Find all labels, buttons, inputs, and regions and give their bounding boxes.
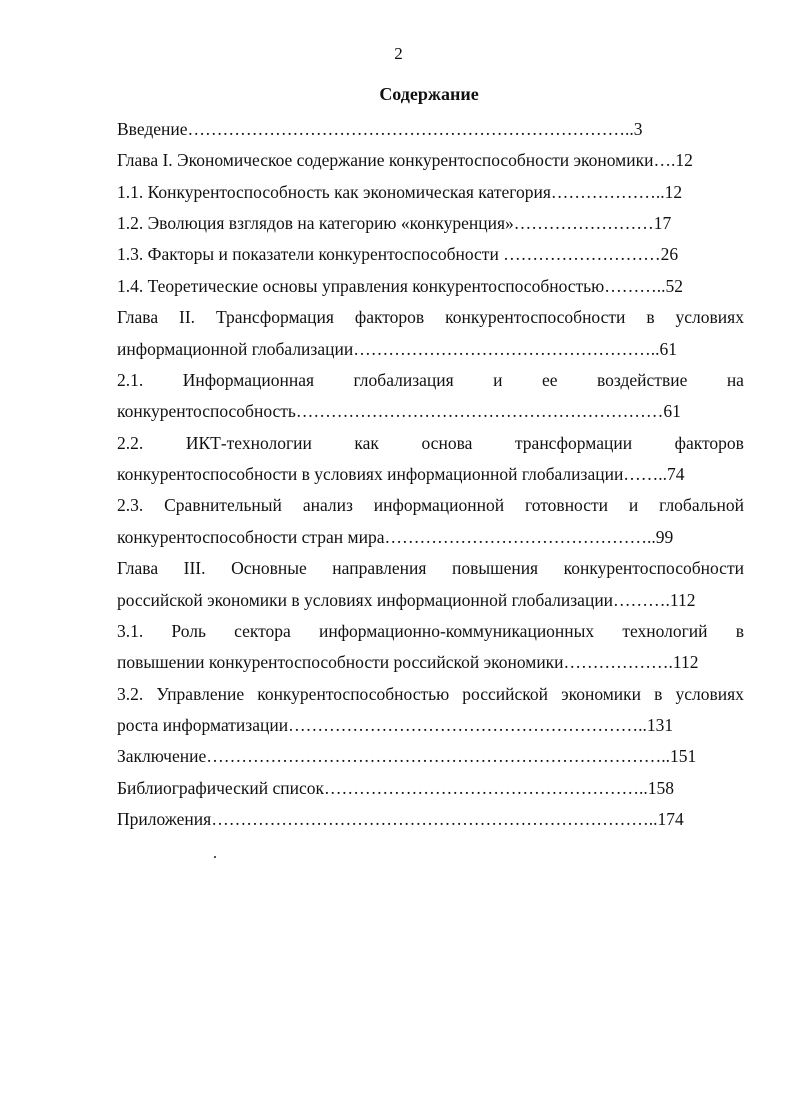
word: российской (462, 684, 548, 704)
word: информационно-коммуникационных (318, 621, 595, 641)
toc-entry-3-1-line1 (117, 619, 744, 643)
word: Управление (156, 684, 245, 704)
word: III. (183, 558, 206, 578)
word: ИКТ-технологии (185, 433, 312, 453)
word: основа (421, 433, 473, 453)
toc-entry-chapter-3-line2: российской экономики в условиях информационной глобализации……….112 (117, 590, 696, 610)
toc-entry-1-4: 1.4. Теоретические основы управления конкурентоспособностью………..52 (117, 276, 683, 296)
word: 2.1. (117, 370, 144, 390)
word: II. (179, 307, 196, 327)
toc-entry-1-3: 1.3. Факторы и показатели конкурентоспособности ………………………26 (117, 244, 679, 264)
word: в (735, 621, 744, 641)
toc-entry-2-3-line1 (117, 493, 744, 517)
word: Глава (117, 558, 159, 578)
toc-entry-chapter-2-line2: информационной глобализации……………………………………………..61 (117, 339, 677, 359)
word: в (654, 684, 663, 704)
word: воздействие (597, 370, 688, 390)
toc-entry-chapter-2-line1 (117, 305, 744, 329)
toc-entry-bibliography: Библиографический список………………………………………………..158 (117, 778, 675, 798)
word: Основные (231, 558, 307, 578)
word: факторов (674, 433, 744, 453)
word: экономики (561, 684, 642, 704)
word: в (646, 307, 655, 327)
page-title: Содержание (379, 84, 479, 104)
word: готовности (525, 495, 609, 515)
word: сектора (234, 621, 291, 641)
word: повышения (451, 558, 539, 578)
word: 2.3. (117, 495, 144, 515)
word: направления (332, 558, 427, 578)
toc-entry-appendices: Приложения…………………………………………………………………..174 (117, 809, 684, 829)
word: условиях (675, 307, 744, 327)
toc-entry-2-2-line1 (117, 431, 744, 455)
word: Глава (117, 307, 159, 327)
word: 3.2. (117, 684, 144, 704)
word: конкурентоспособности (563, 558, 744, 578)
word: условиях (675, 684, 744, 704)
toc-entry-2-3-line2: конкурентоспособности стран мира………………………………………..99 (117, 527, 674, 547)
toc-entry-conclusion: Заключение……………………………………………………………………..151 (117, 746, 697, 766)
word: Сравнительный (164, 495, 282, 515)
word: как (354, 433, 379, 453)
word: информационной (373, 495, 505, 515)
word: и (493, 370, 503, 390)
toc-entry-3-2-line1 (117, 682, 744, 706)
toc-entry-3-2-line2: роста информатизации……………………………………………………..131 (117, 715, 674, 735)
toc-entry-2-1-line2: конкурентоспособность………………………………………………………61 (117, 401, 681, 421)
word: и (628, 495, 639, 515)
word: факторов (354, 307, 425, 327)
word: ее (541, 370, 558, 390)
toc-entry-3-1-line2: повышении конкурентоспособности российской экономики……………….112 (117, 652, 699, 672)
toc-entry-2-2-line2: конкурентоспособности в условиях информационной глобализации……..74 (117, 464, 685, 484)
toc-entry-1-2: 1.2. Эволюция взглядов на категорию «конкуренция»……………………17 (117, 213, 672, 233)
toc-entry-2-1-line1 (117, 368, 744, 392)
word: Информационная (182, 370, 315, 390)
toc-entry-1-1: 1.1. Конкурентоспособность как экономическая категория………………..12 (117, 182, 683, 202)
word: глобальной (659, 495, 744, 515)
word: технологий (622, 621, 708, 641)
toc-entry-chapter-3-line1 (117, 556, 744, 580)
word: 2.2. (117, 433, 144, 453)
scan-speck (214, 856, 216, 858)
word: анализ (302, 495, 353, 515)
word: на (726, 370, 744, 390)
toc-entry-intro: Введение…………………………………………………………………..3 (117, 119, 643, 139)
page-number: 2 (394, 44, 403, 63)
word: 3.1. (117, 621, 144, 641)
word: конкурентоспособности (445, 307, 626, 327)
word: конкурентоспособностью (257, 684, 450, 704)
word: трансформации (514, 433, 633, 453)
toc-entry-chapter-1: Глава I. Экономическое содержание конкурентоспособности экономики….12 (117, 150, 693, 170)
word: глобализация (353, 370, 454, 390)
word: Трансформация (215, 307, 334, 327)
word: Роль (171, 621, 206, 641)
